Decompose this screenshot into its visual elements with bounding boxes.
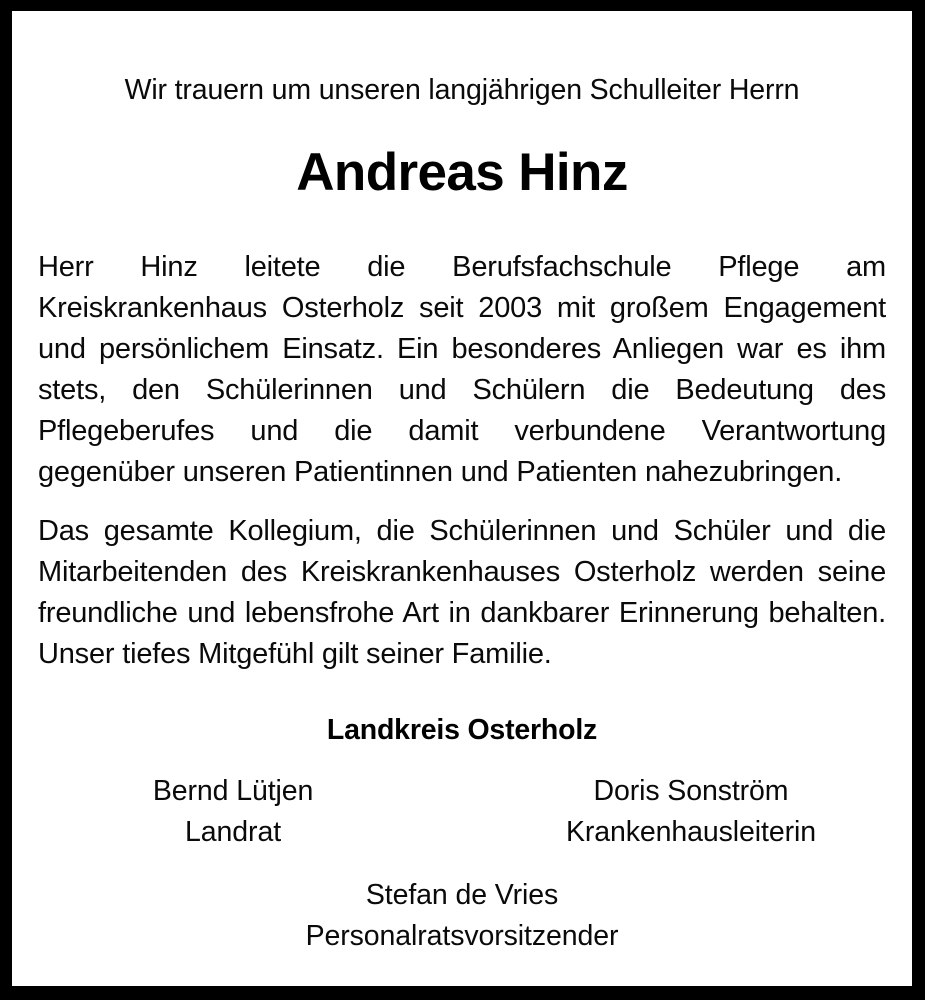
signatory-stefan-de-vries (38, 853, 886, 957)
body-paragraph-1: Herr Hinz leitete die Berufsfachschule Pflege am Kreiskrankenhaus Osterholz seit 2003 mit großem Engagement und persönlichem Einsatz. Ein besonderes Anliegen war es ihm stets, den Schülerinnen und Schülern die Bedeutung des Pflegeberufes und die damit verbundene Verantwortung gegenüber unseren Patientinnen und Patienten nahezubringen. (38, 251, 886, 488)
obituary-notice-card (12, 11, 912, 986)
signatory-role: Landrat (185, 816, 282, 848)
signatory-bernd-luetjen (38, 771, 428, 853)
signatory-name: Doris Sonström (593, 775, 789, 807)
signatory-role: Personalratsvorsitzender (305, 920, 619, 952)
deceased-name: Andreas Hinz (296, 143, 628, 202)
obituary-body (38, 203, 886, 675)
signatory-role: Krankenhausleiterin (565, 816, 816, 848)
signatory-name: Bernd Lütjen (152, 775, 314, 807)
signatory-columns (38, 747, 886, 853)
organization-name: Landkreis Osterholz (326, 714, 598, 746)
signatory-name: Stefan de Vries (365, 879, 559, 911)
signatory-doris-sonstroem (496, 771, 886, 853)
signature-block (38, 675, 886, 957)
body-paragraph-2: Das gesamte Kollegium, die Schülerinnen und Schüler und die Mitarbeitenden des Kreiskrankenhauses Osterholz werden seine freundliche und lebensfrohe Art in dankbarer Erinnerung behalten. Unser tiefes Mitgefühl gilt seiner Familie. (38, 515, 886, 670)
intro-line: Wir trauern um unseren langjährigen Schulleiter Herrn (124, 74, 800, 106)
